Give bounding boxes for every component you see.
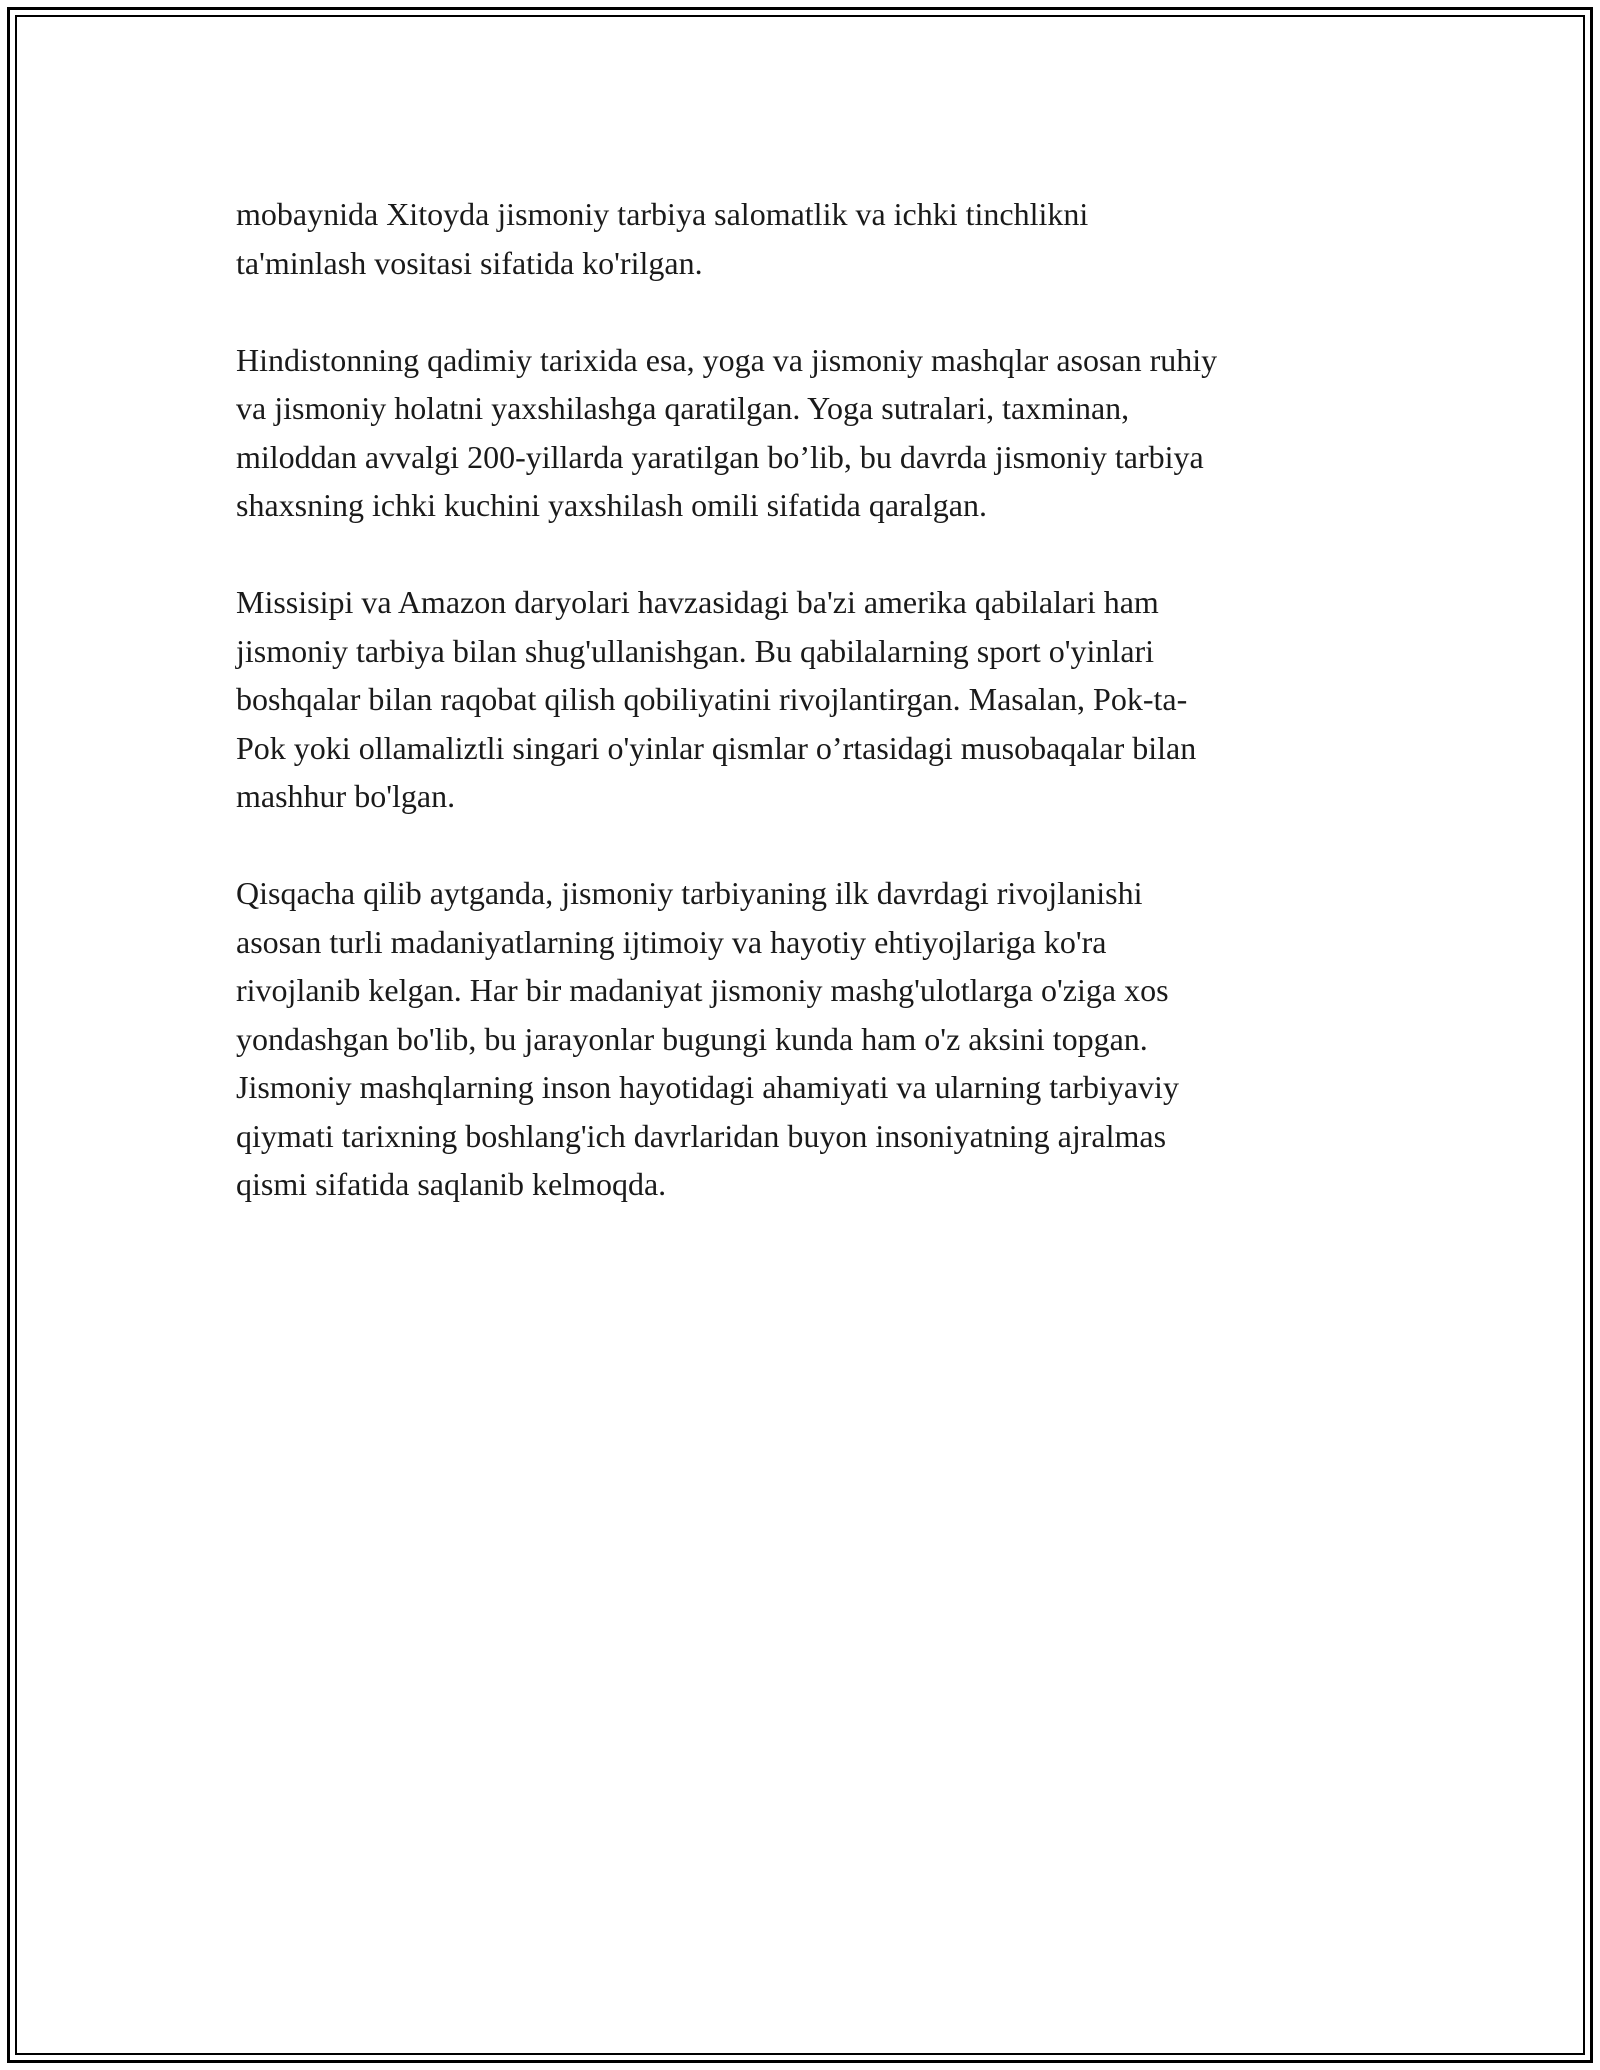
paragraph-summary [236,869,1386,1209]
text-line: boshqalar bilan raqobat qilish qobiliyatini rivojlantirgan. Masalan, Pok-ta- [236,681,1188,717]
text-line: qismi sifatida saqlanib kelmoqda. [236,1166,667,1202]
paragraph-china [236,190,1386,287]
text-line: Pok yoki ollamaliztli singari o'yinlar qismlar o’rtasidagi musobaqalar bilan [236,729,1197,766]
text-line: miloddan avvalgi 200-yillarda yaratilgan bo’lib, bu davrda jismoniy tarbiya [236,438,1204,475]
text-line: Qisqacha qilib aytganda, jismoniy tarbiyaning ilk davrdagi rivojlanishi [236,875,1143,911]
text-line: mashhur bo'lgan. [236,778,456,814]
text-line: jismoniy tarbiya bilan shug'ullanishgan. Bu qabilalarning sport o'yinlari [236,632,1155,669]
document-body [236,190,1386,1257]
text-line: Missisipi va Amazon daryolari havzasidagi ba'zi amerika qabilalari ham [236,584,1159,620]
text-line: ta'minlash vositasi sifatida ko'rilgan. [236,244,703,281]
text-line: va jismoniy holatni yaxshilashga qaratilgan. Yoga sutralari, taxminan, [236,390,1130,426]
text-line: mobaynida Xitoyda jismoniy tarbiya salomatlik va ichki tinchlikni [236,196,1089,232]
text-line: rivojlanib kelgan. Har bir madaniyat jismoniy mashg'ulotlarga o'ziga xos [236,972,1169,1008]
text-line: Hindistonning qadimiy tarixida esa, yoga va jismoniy mashqlar asosan ruhiy [236,341,1218,378]
text-line: shaxsning ichki kuchini yaxshilash omili sifatida qaralgan. [236,487,987,523]
paragraph-india [236,336,1386,530]
text-line: Jismoniy mashqlarning inson hayotidagi ahamiyati va ularning tarbiyaviy [236,1069,1179,1105]
text-line: yondashgan bo'lib, bu jarayonlar bugungi kunda ham o'z aksini topgan. [236,1020,1148,1057]
text-line: asosan turli madaniyatlarning ijtimoiy va hayotiy ehtiyojlariga ko'ra [236,923,1107,960]
text-line: qiymati tarixning boshlang'ich davrlaridan buyon insoniyatning ajralmas [236,1117,1167,1154]
paragraph-america [236,578,1386,821]
